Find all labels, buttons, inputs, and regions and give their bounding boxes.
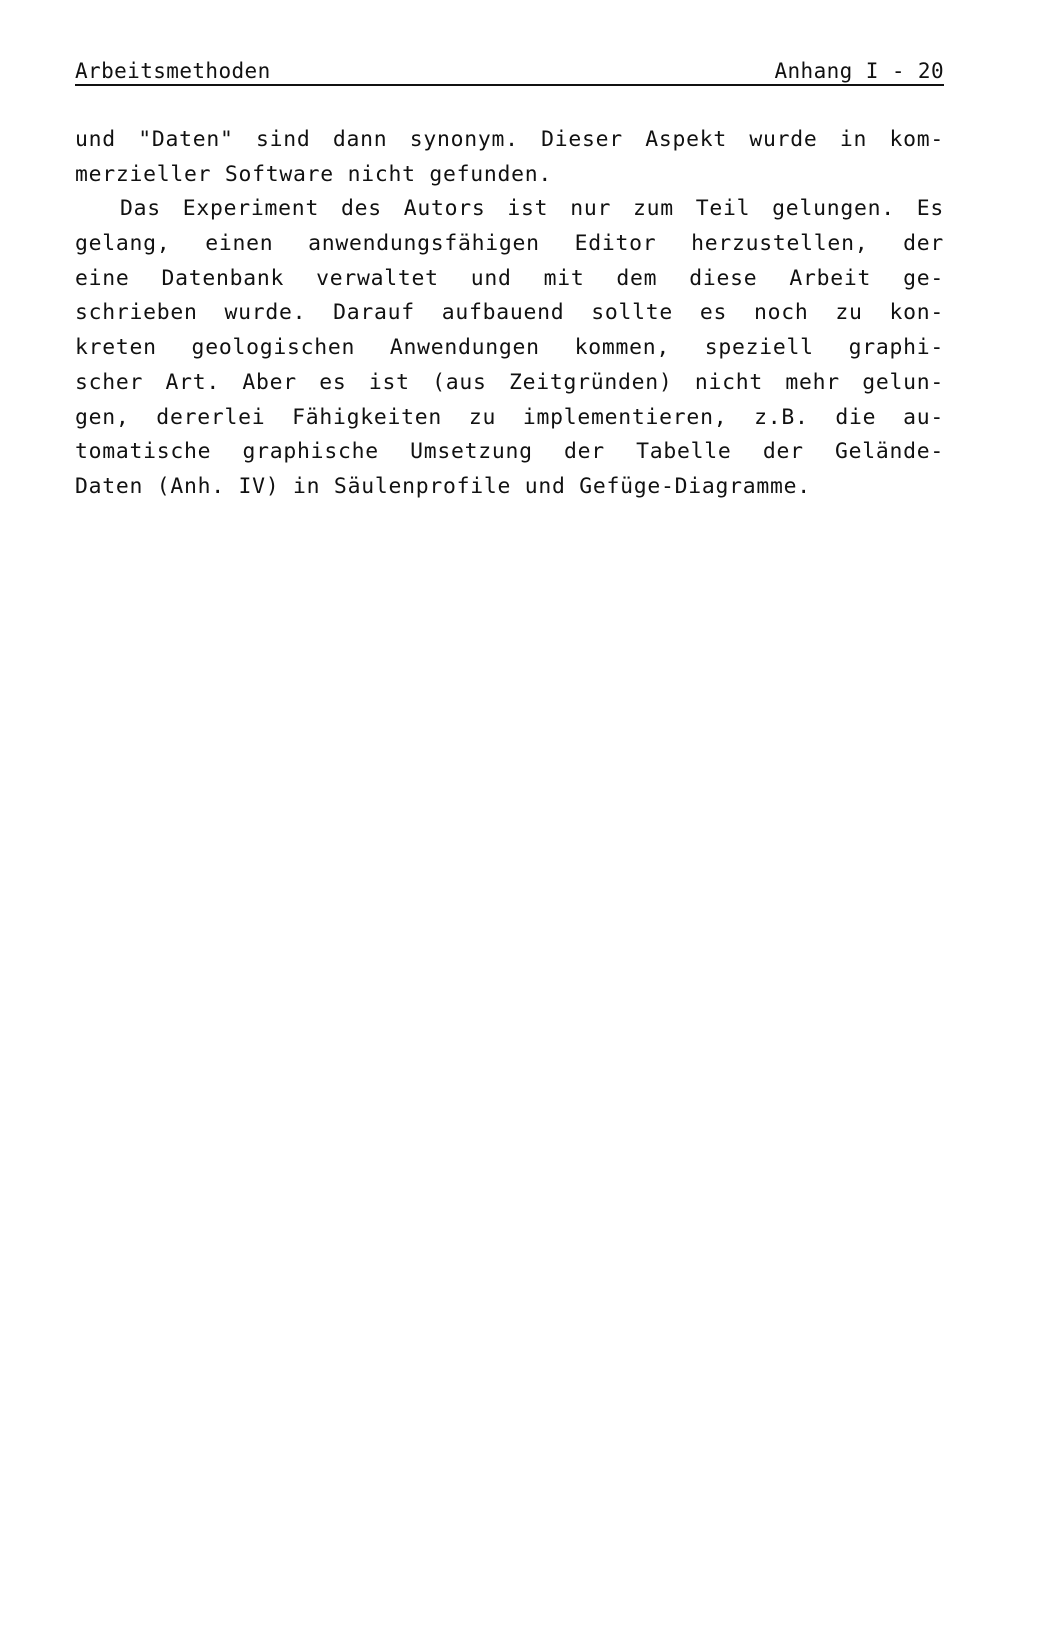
text-line: scher Art. Aber es ist (aus Zeitgründen) nicht mehr gelun- — [75, 369, 944, 395]
text-line: eine Datenbank verwaltet und mit dem diese Arbeit ge- — [75, 265, 944, 291]
text-line: schrieben wurde. Darauf aufbauend sollte es noch zu kon- — [75, 300, 944, 326]
body-text — [75, 123, 944, 505]
text-line: Daten (Anh. IV) in Säulenprofile und Gefüge-Diagramme. — [75, 473, 811, 499]
text-line: gelang, einen anwendungsfähigen Editor herzustellen, der — [75, 231, 944, 257]
header-page-number: Anhang I - 20 — [774, 59, 944, 83]
text-line: gen, dererlei Fähigkeiten zu implementieren, z.B. die au- — [75, 404, 944, 430]
text-line: tomatische graphische Umsetzung der Tabelle der Gelände- — [75, 439, 944, 465]
text-line: und "Daten" sind dann synonym. Dieser Aspekt wurde in kom- — [75, 127, 944, 152]
text-line: merzieller Software nicht gefunden. — [75, 161, 552, 187]
text-line: kreten geologischen Anwendungen kommen, speziell graphi- — [75, 335, 944, 361]
running-header — [75, 54, 944, 86]
text-line: Das Experiment des Autors ist nur zum Teil gelungen. Es — [120, 196, 944, 222]
header-section-title: Arbeitsmethoden — [75, 59, 271, 83]
